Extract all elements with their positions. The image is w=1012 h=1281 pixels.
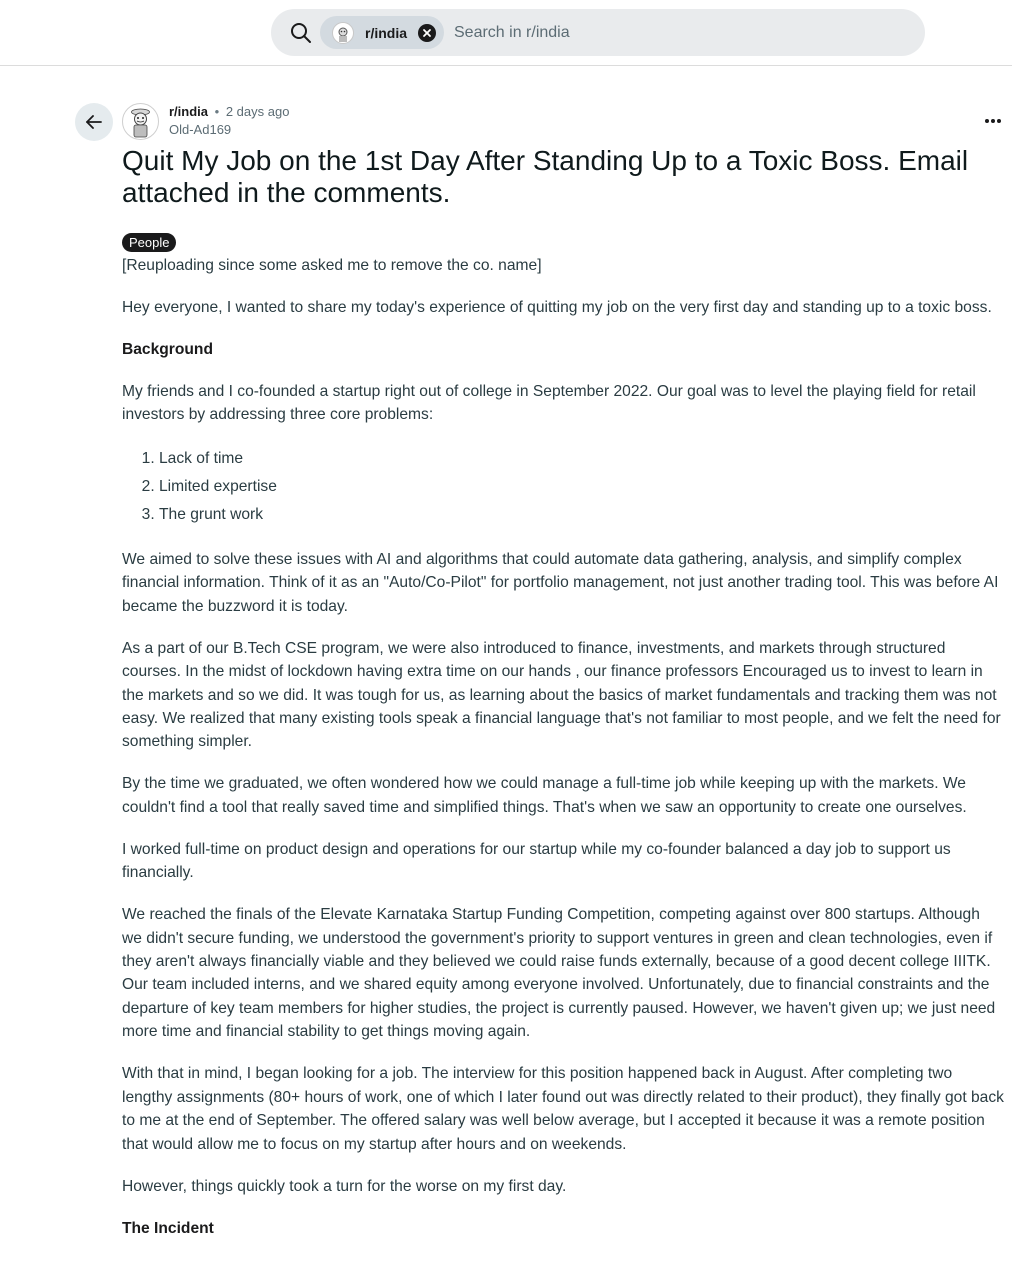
list-item: 2. Limited expertise (159, 473, 1004, 501)
search-icon[interactable] (290, 22, 312, 44)
more-horizontal-icon (981, 111, 1005, 131)
post-paragraph: My friends and I co-founded a startup right out of college in September 2022. Our goal was to level the playing field for retail investors by addressing three core problems: (122, 383, 976, 424)
post-paragraph: Hey everyone, I wanted to share my today's experience of quitting my job on the very first day and standing up to a toxic boss. (122, 299, 992, 316)
subreddit-avatar-icon (332, 22, 354, 44)
subreddit-link[interactable]: r/india (169, 104, 209, 119)
post-paragraph: [Reuploading since some asked me to remove the co. name] (122, 257, 542, 274)
post-title: Quit My Job on the 1st Day After Standing Up to a Toxic Boss. Email attached in the comments. (122, 145, 969, 208)
back-button[interactable] (75, 103, 113, 141)
post-body (122, 254, 1004, 1259)
post-paragraph: I worked full-time on product design and operations for our startup while my co-founder balanced a day job to support us financially. (122, 840, 951, 882)
post-paragraph: As a part of our B.Tech CSE program, we were also introduced to finance, investments, and markets through structured courses. In the midst of lockdown having extra time on our hands , our finance professors Encouraged us to invest to learn in the markets and so we did. It was tough for us, as learning about the basics of market fundamentals and tracking them was not easy. We realized that many existing tools speak a financial language that's not familiar to most people, and we felt the need for something simpler. (122, 639, 1001, 751)
subreddit-avatar-icon (123, 104, 158, 139)
section-heading: The Incident (122, 1219, 214, 1237)
more-options-button[interactable] (981, 111, 1005, 131)
search-input[interactable]: Search in r/india (454, 24, 570, 41)
top-bar (0, 0, 1012, 66)
post-paragraph: We aimed to solve these issues with AI and algorithms that could automate data gathering, analysis, and simplify complex financial information. Think of it as an "Auto/Co-Pilot" for portfolio management, not just another trading tool. This was before AI became the buzzword it is today. (122, 551, 999, 615)
post-flair[interactable]: People (122, 233, 176, 252)
post-paragraph: However, things quickly took a turn for the worse on my first day. (122, 1177, 567, 1195)
close-icon[interactable] (418, 24, 436, 42)
subreddit-chip-label: r/india (365, 25, 408, 41)
meta-separator: • (214, 104, 220, 119)
post-paragraph: We reached the finals of the Elevate Karnataka Startup Funding Competition, competing against over 800 startups. Although we didn't secure funding, we understood the government's priority to support ventures in green and clean technologies, even if they aren't always financially viable and they believed we could raise funds externally, because of a good decent college IIITK. Our team included interns, and we shared equity among everyone involved. Unfortunately, due to financial constraints and the departure of key team members for higher studies, the project is currently paused. However, we haven't given up; we just need more time and financial stability to get things moving again. (122, 906, 996, 1041)
post-paragraph: With that in mind, I began looking for a job. The interview for this position happened back in August. After completing two lengthy assignments (80+ hours of work, one of which I later found out was directly related to their product), they finally got back to me at the end of September. The offered salary was well below average, but I accepted it because it was a remote position that would allow me to focus on my startup after hours and on weekends. (122, 1065, 1004, 1153)
post-paragraph: By the time we graduated, we often wondered how we could manage a full-time job while keeping up with the markets. We couldn't find a tool that really saved time and simplified things. That's when we saw an opportunity to create one ourselves. (122, 775, 967, 816)
post-meta (169, 104, 289, 119)
subreddit-filter-chip[interactable] (320, 16, 444, 49)
subreddit-avatar[interactable] (122, 103, 159, 140)
list-item: 3. The grunt work (159, 501, 1004, 529)
arrow-left-icon (84, 112, 104, 132)
post-timestamp: 2 days ago (225, 104, 290, 119)
author-link[interactable]: Old-Ad169 (169, 122, 232, 137)
problem-list (122, 445, 1004, 529)
list-item: 1. Lack of time (159, 445, 1004, 473)
section-heading: Background (122, 341, 213, 358)
search-bar[interactable] (271, 9, 925, 56)
